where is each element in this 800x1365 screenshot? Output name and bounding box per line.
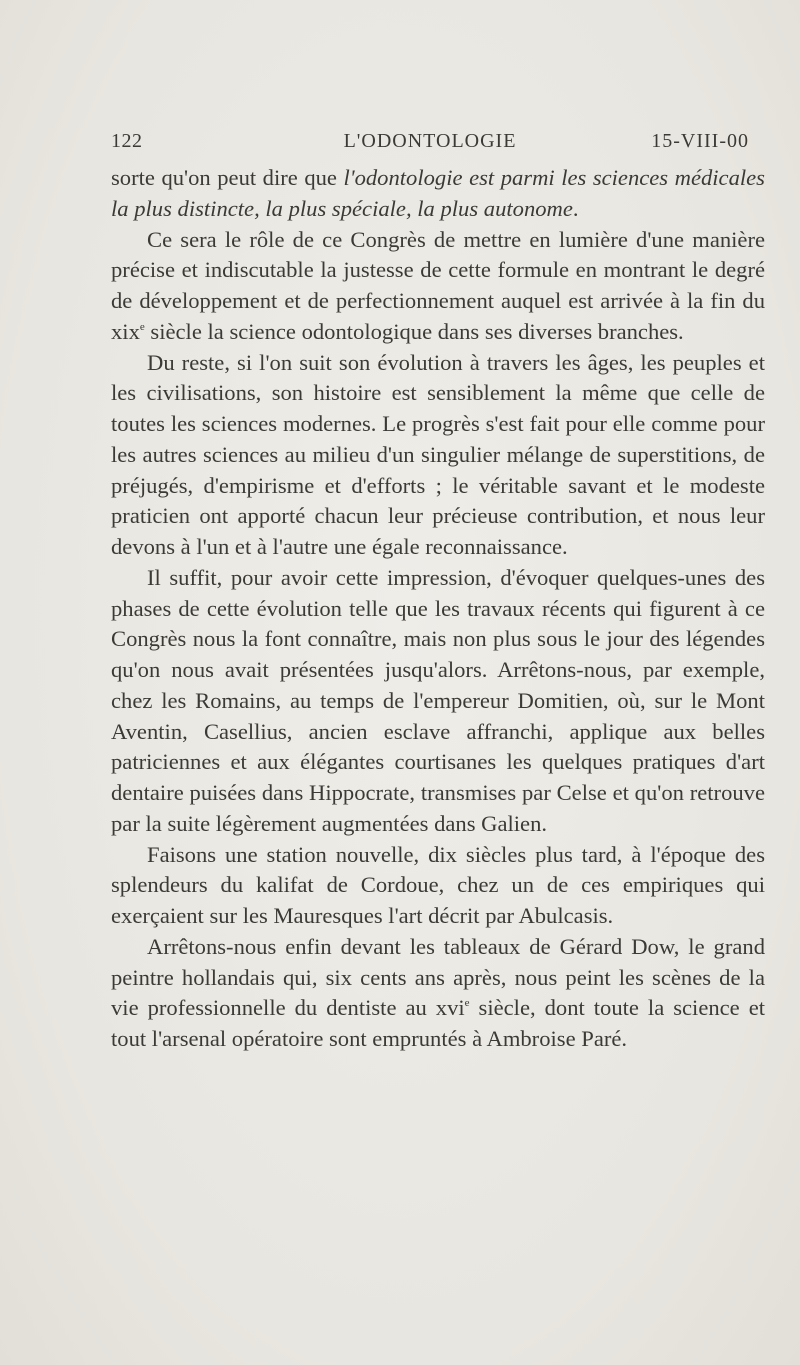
text-run: Faisons une station nouvelle, dix siècles plus tard, à l'époque des splendeurs du kalifat de Cordoue, chez un de ces empiriques qui exerçaient sur les Mauresques l'art décrit par Abulcasis. [111, 841, 765, 928]
page-number: 122 [111, 130, 143, 152]
text-run: Il suffit, pour avoir cette impression, d'évoquer quelques-unes des phases de cette évolution telle que les travaux récents qui figurent à ce Congrès nous la font connaître, mais non plus sous le jour des légendes qu'on nous avait présentées jusqu'alors. Arrêtons-nous, par exemple, chez les Romains, au temps de l'empereur Domitien, où, sur le Mont Aventin, Casellius, ancien esclave affranchi, applique aux belles patriciennes et aux élégantes courtisanes les quelques pratiques d'art dentaire puisées dans Hippocrate, transmises par Celse et qu'on retrouve par la suite légèrement augmentées dans Galien. [111, 564, 765, 836]
body-text [111, 163, 765, 1055]
paragraph [111, 563, 765, 840]
text-run: Ce sera le rôle de ce Congrès de mettre en lumière d'une manière précise et indiscutable la justesse de cette formule en montrant le degré de développement et de perfectionnement auquel est arrivée à la fin du xix [111, 226, 765, 344]
text-run: Arrêtons-nous enfin devant les tableaux de Gérard Dow, le grand peintre hollandais qui, six cents ans après, nous peint les scènes de la vie professionnelle du dentiste au xvi [111, 933, 765, 1021]
paragraph [111, 840, 765, 932]
italic-text: l'odontologie est parmi les sciences médicales la plus distincte, la plus spéciale, la plus autonome [111, 165, 765, 221]
issue-date: 15-VIII-00 [651, 130, 749, 152]
superscript: e [464, 997, 470, 1010]
running-header [111, 130, 749, 160]
text-run: siècle la science odontologique dans ses diverses branches. [144, 318, 684, 344]
text-run: siècle, dont toute la science et tout l'arsenal opératoire sont empruntés à Ambroise Paré. [111, 995, 765, 1051]
paragraph [111, 348, 765, 563]
superscript: e [139, 320, 145, 333]
text-run: sorte qu'on peut dire que [111, 165, 344, 190]
text-run: Du reste, si l'on suit son évolution à travers les âges, les peuples et les civilisations, son histoire est sensiblement la même que celle de toutes les sciences modernes. Le progrès s'est fait pour elle comme pour les autres sciences au milieu d'un singulier mélange de superstitions, de préjugés, d'empirisme et d'efforts ; le véritable savant et le modeste praticien ont apporté chacun leur précieuse contribution, et nous leur devons à l'un et à l'autre une égale reconnaissance. [111, 349, 765, 559]
text-run: . [572, 195, 579, 221]
paragraph [111, 163, 765, 225]
running-title: L'ODONTOLOGIE [343, 130, 517, 152]
paragraph [111, 225, 765, 348]
paragraph [111, 932, 765, 1055]
